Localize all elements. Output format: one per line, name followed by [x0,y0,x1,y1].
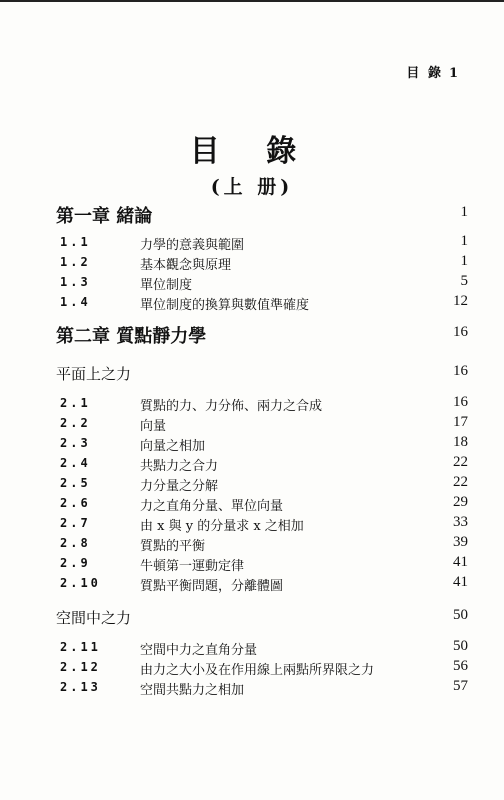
page-number: 22 [453,454,468,470]
section-number: 2.1 [60,396,91,410]
section-number: 1.1 [60,235,91,249]
section-number: 2.11 [60,640,101,654]
running-title: 目 錄 [406,66,443,81]
section-number: 2.5 [60,476,91,490]
page-number: 41 [453,554,468,570]
section-title: 單位制度 [140,278,193,293]
section-title: 力分量之分解 [140,479,219,494]
section-number: 2.2 [60,416,91,430]
running-header [406,62,460,81]
page-number: 57 [453,678,468,694]
section-title: 向量之相加 [140,439,206,454]
section-number: 2.10 [60,576,101,590]
toc-section[interactable] [56,638,468,658]
page-number: 39 [453,534,468,550]
section-number: 1.4 [60,295,91,309]
page-number: 22 [453,474,468,490]
header-page-number: 1 [448,66,460,81]
section-number: 1.3 [60,275,91,289]
section-number: 2.3 [60,436,91,450]
page-number: 1 [460,253,468,269]
section-number: 1.2 [60,255,91,269]
section-title: 單位制度的換算與數值準確度 [140,298,310,313]
section-number: 2.9 [60,556,91,570]
section-title: 空間共點力之相加 [140,683,245,698]
toc-subheading[interactable] [56,363,468,383]
toc-chapter[interactable] [56,322,468,348]
toc-section[interactable] [56,293,468,313]
section-title: 共點力之合力 [140,459,219,474]
toc-section[interactable] [56,414,468,434]
subheading-title: 平面上之力 [56,365,132,383]
page-number: 1 [460,204,468,220]
toc-subheading[interactable] [56,607,468,627]
top-rule [0,0,504,2]
chapter-title: 第二章 質點靜力學 [56,326,207,347]
section-title: 向量 [140,419,167,434]
section-title: 力學的意義與範圍 [140,238,245,253]
toc-section[interactable] [56,253,468,273]
toc-section[interactable] [56,233,468,253]
section-number: 2.12 [60,660,101,674]
toc-section[interactable] [56,574,468,594]
section-title: 由力之大小及在作用線上兩點所界限之力 [140,663,375,678]
page-number: 16 [453,363,468,379]
page-number: 17 [453,414,468,430]
toc-section[interactable] [56,273,468,293]
page-number: 50 [453,607,468,623]
page-number: 56 [453,658,468,674]
page-number: 5 [460,273,468,289]
toc-section[interactable] [56,514,468,534]
section-title: 基本觀念與原理 [140,258,232,273]
section-number: 2.7 [60,516,91,530]
toc-section[interactable] [56,534,468,554]
page-number: 16 [453,324,468,340]
toc-section[interactable] [56,494,468,514]
section-number: 2.6 [60,496,91,510]
toc-section[interactable] [56,658,468,678]
toc-section[interactable] [56,394,468,414]
toc-section[interactable] [56,678,468,698]
section-title: 由 x 與 y 的分量求 x 之相加 [140,519,304,534]
toc-section[interactable] [56,554,468,574]
page-number: 18 [453,434,468,450]
page-number: 33 [453,514,468,530]
section-title: 質點平衡問題，分離體圖 [140,579,284,594]
section-title: 空間中力之直角分量 [140,643,258,658]
section-number: 2.8 [60,536,91,550]
toc-chapter[interactable] [56,202,468,228]
page-number: 1 [460,233,468,249]
section-title: 力之直角分量、單位向量 [140,499,284,514]
page-number: 50 [453,638,468,654]
page-number: 29 [453,494,468,510]
toc-section[interactable] [56,434,468,454]
page-number: 16 [453,394,468,410]
section-number: 2.13 [60,680,101,694]
toc-section[interactable] [56,454,468,474]
section-title: 質點的力、力分佈、兩力之合成 [140,399,323,414]
volume-label: (上 册) [210,176,294,198]
page-title: 目 錄 [189,134,315,169]
chapter-title: 第一章 緒論 [56,206,153,227]
subheading-title: 空間中之力 [56,609,132,627]
page-number: 12 [453,293,468,309]
section-title: 質點的平衡 [140,539,206,554]
page-number: 41 [453,574,468,590]
section-title: 牛頓第一運動定律 [140,559,245,574]
toc-section[interactable] [56,474,468,494]
section-number: 2.4 [60,456,91,470]
